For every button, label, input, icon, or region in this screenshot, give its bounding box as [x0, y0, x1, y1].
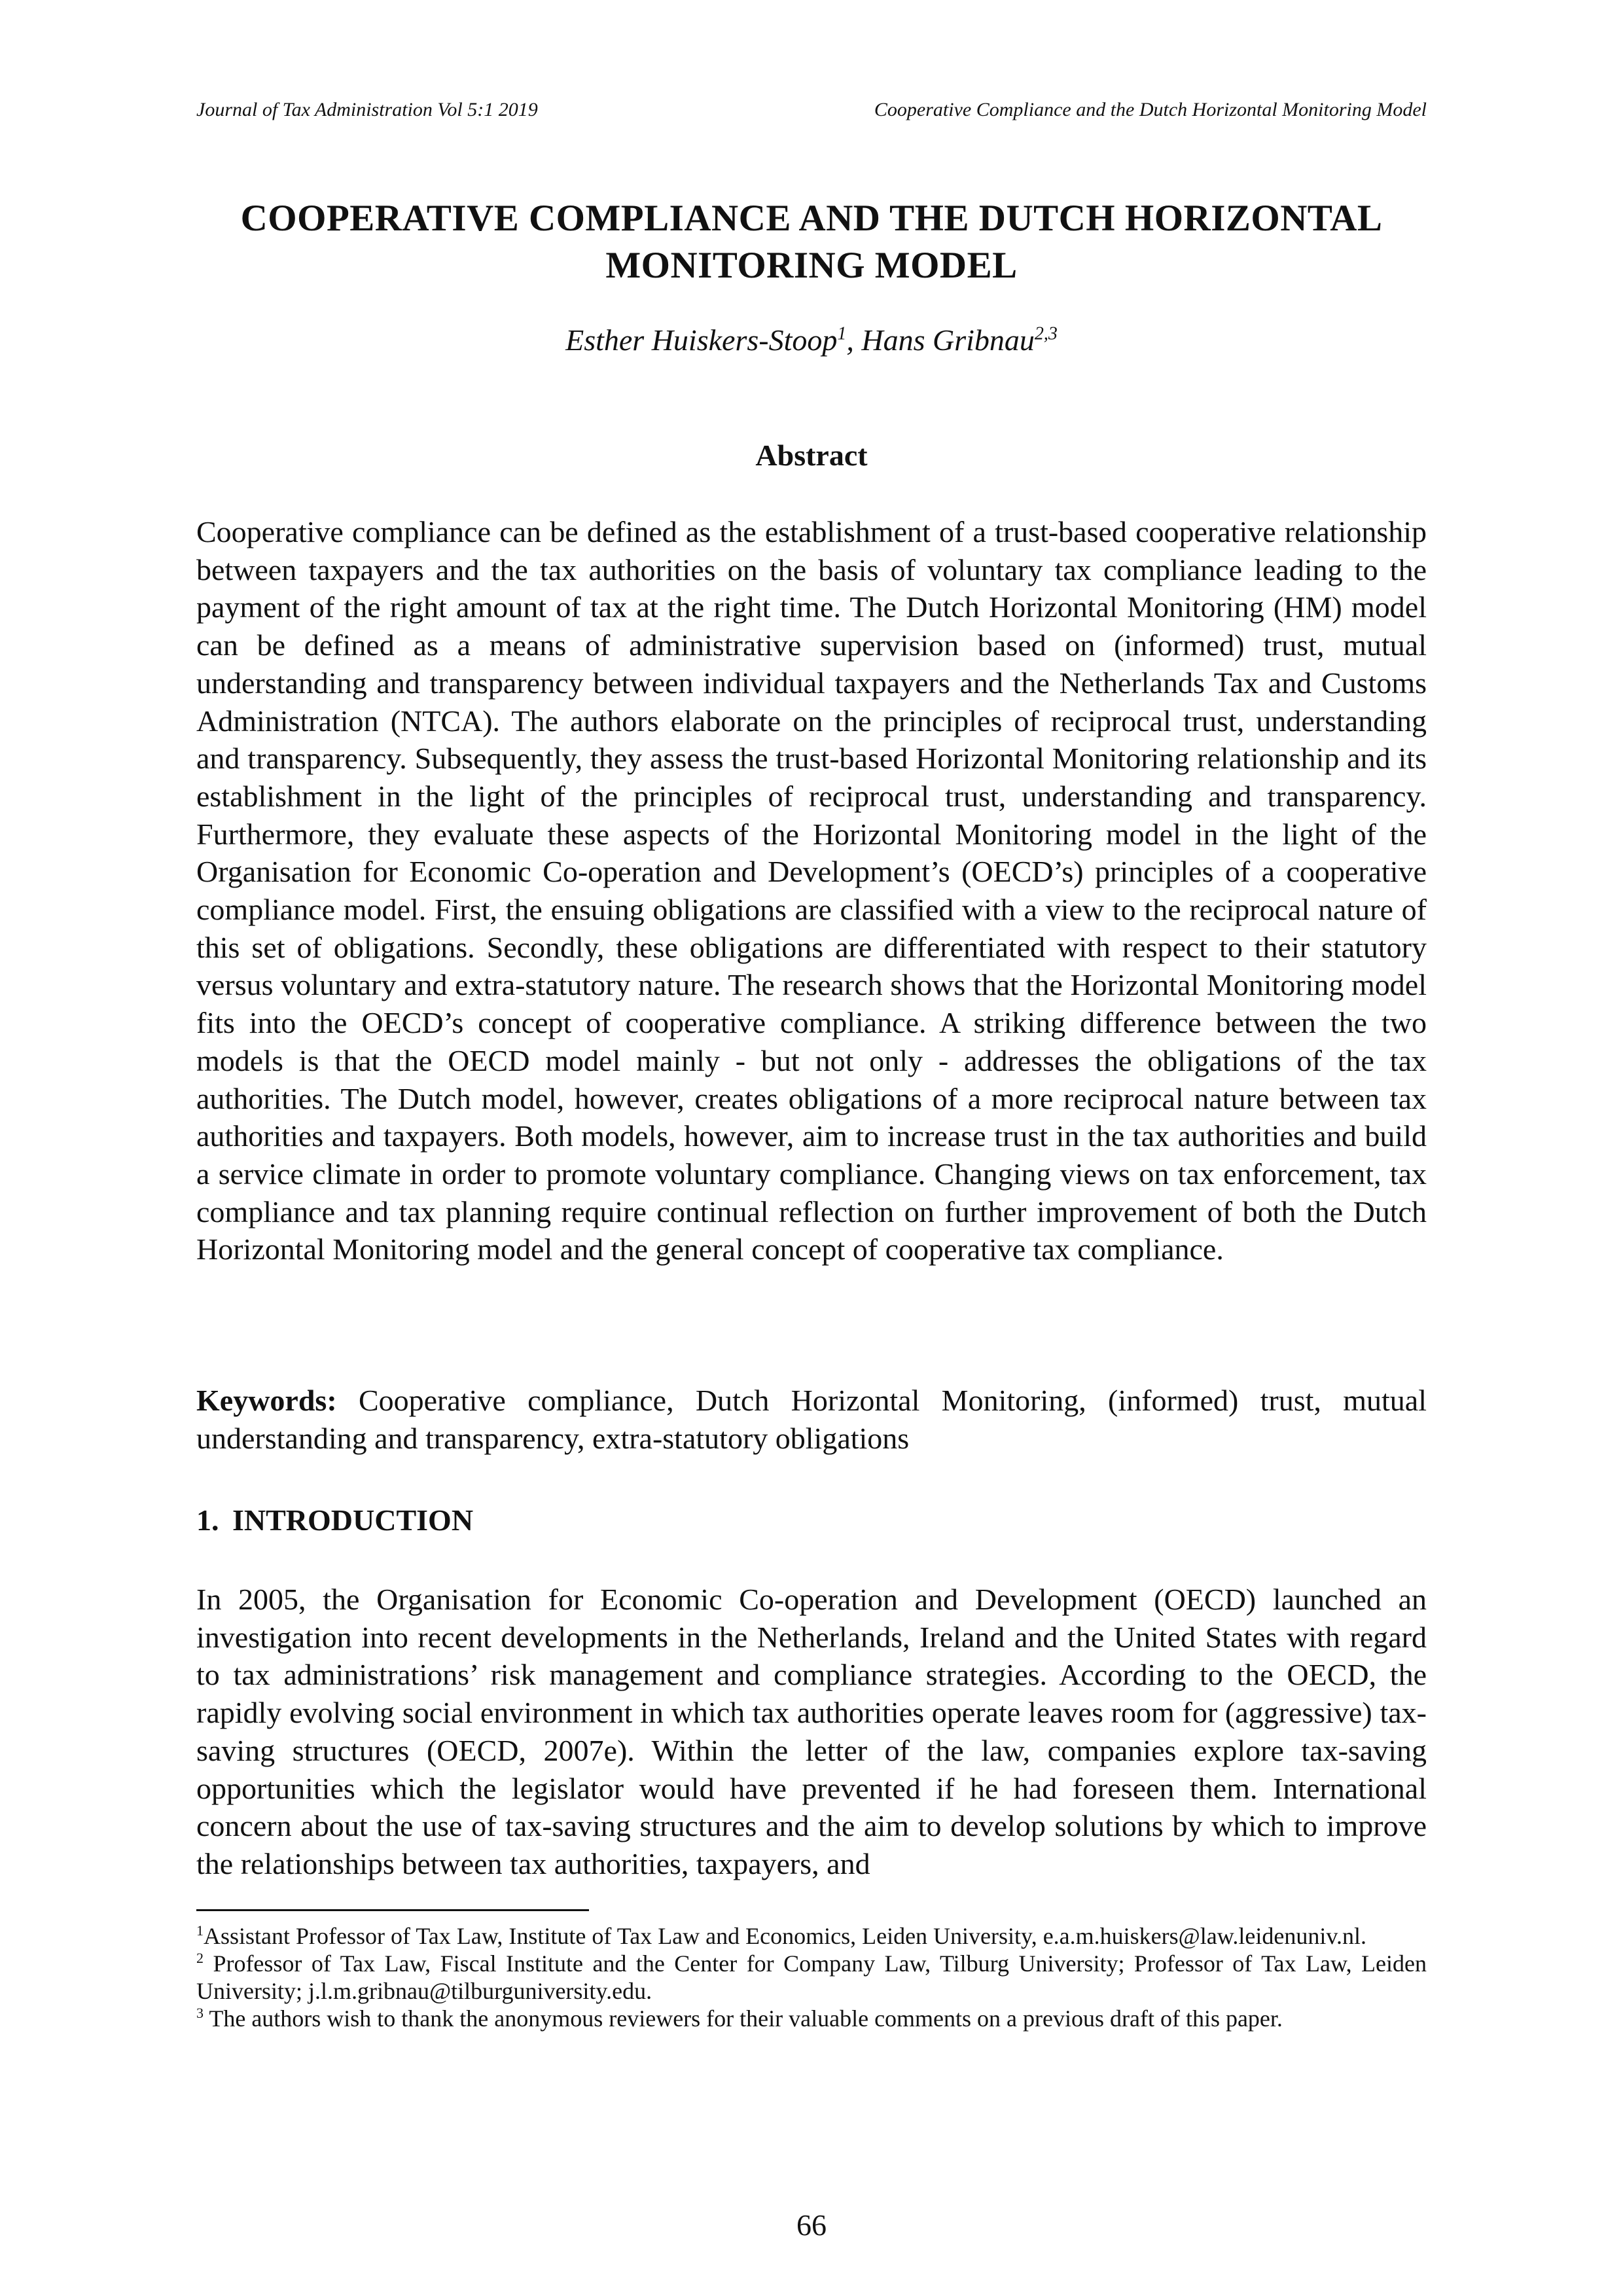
- paper-title: [196, 195, 1427, 289]
- running-title: Cooperative Compliance and the Dutch Horizontal Monitoring Model: [874, 99, 1427, 120]
- footnotes: [196, 1922, 1427, 2032]
- keywords-text: Cooperative compliance, Dutch Horizontal Monitoring, (informed) trust, mutual understanding and transparency, extra-statutory obligations: [196, 1384, 1427, 1455]
- footnote: [196, 2005, 1427, 2032]
- page-number: 66: [796, 2208, 827, 2242]
- footnote: [196, 1950, 1427, 2005]
- section-heading: [196, 1501, 1427, 1540]
- running-header: [196, 97, 1427, 123]
- paper-title-line-1: COOPERATIVE COMPLIANCE AND THE DUTCH HORIZONTAL: [240, 198, 1383, 239]
- journal-citation: Journal of Tax Administration Vol 5:1 2019: [196, 99, 538, 120]
- section-title: INTRODUCTION: [232, 1503, 474, 1537]
- paper-title-line-2: MONITORING MODEL: [605, 245, 1018, 286]
- footnote-marker: 2: [196, 1950, 204, 1966]
- footnote-marker: 2,3: [1034, 323, 1058, 344]
- footnote-text: The authors wish to thank the anonymous reviewers for their valuable comments on a previous draft of this paper.: [204, 2005, 1283, 2032]
- abstract-text: Cooperative compliance can be defined as the establishment of a trust-based cooperative relationship between taxpayers and the tax authorities on the basis of voluntary tax compliance leading to the payment of the right amount of tax at the right time. The Dutch Horizontal Monitoring (HM) model can be defined as a means of administrative supervision based on (informed) trust, mutual understanding and transparency between individual taxpayers and the Netherlands Tax and Customs Administration (NTCA). The authors elaborate on the principles of reciprocal trust, understanding and transparency. Subsequently, they assess the trust-based Horizontal Monitoring relationship and its establishment in the light of the principles of reciprocal trust, understanding and transparency. Furthermore, they evaluate these aspects of the Horizontal Monitoring model in the light of the Organisation for Economic Co-operation and Development’s (OECD’s) principles of a cooperative compliance model. First, the ensuing obligations are classified with a view to the reciprocal nature of this set of obligations. Secondly, these obligations are differentiated with respect to their statutory versus voluntary and extra-statutory nature. The research shows that the Horizontal Monitoring model fits into the OECD’s concept of cooperative compliance. A striking difference between the two models is that the OECD model mainly - but not only - addresses the obligations of the tax authorities. The Dutch model, however, creates obligations of a more reciprocal nature between tax authorities and taxpayers. Both models, however, aim to increase trust in the tax authorities and build a service climate in order to promote voluntary compliance. Changing views on tax enforcement, tax compliance and tax planning require continual reflection on further improvement of both the Dutch Horizontal Monitoring model and the general concept of cooperative tax compliance.: [196, 515, 1427, 1266]
- section-number: 1.: [196, 1503, 219, 1537]
- author-list: [196, 321, 1427, 360]
- abstract-heading: Abstract: [755, 439, 868, 472]
- footnote-divider: [196, 1909, 589, 1911]
- footnote: [196, 1922, 1427, 1950]
- footnote-marker: 1: [837, 323, 847, 344]
- footnote-text: Professor of Tax Law, Fiscal Institute and the Center for Company Law, Tilburg University; Professor of Tax Law, Leiden University; j.l.m.gribnau@tilburguniversity.edu.: [196, 1950, 1427, 2004]
- footnote-text: Assistant Professor of Tax Law, Institute of Tax Law and Economics, Leiden University, e.a.m.huiskers@law.leidenuniv.nl.: [204, 1923, 1367, 1949]
- keywords: [196, 1382, 1427, 1457]
- footnote-marker: 1: [196, 1922, 204, 1939]
- footnote-marker: 3: [196, 2005, 204, 2021]
- author-name: Esther Huiskers-Stoop: [565, 323, 838, 357]
- author-name: Hans Gribnau: [861, 323, 1035, 357]
- introduction-text: In 2005, the Organisation for Economic Co-operation and Development (OECD) launched an investigation into recent developments in the Netherlands, Ireland and the United States with regard to tax administrations’ risk management and compliance strategies. According to the OECD, the rapidly evolving social environment in which tax authorities operate leaves room for (aggressive) tax-saving structures (OECD, 2007e). Within the letter of the law, companies explore tax-saving opportunities which the legislator would have prevented if he had foreseen them. International concern about the use of tax-saving structures and the aim to develop solutions by which to improve the relationships between tax authorities, taxpayers, and: [196, 1583, 1427, 1880]
- keywords-label: Keywords:: [196, 1384, 337, 1417]
- author-separator: ,: [846, 323, 862, 357]
